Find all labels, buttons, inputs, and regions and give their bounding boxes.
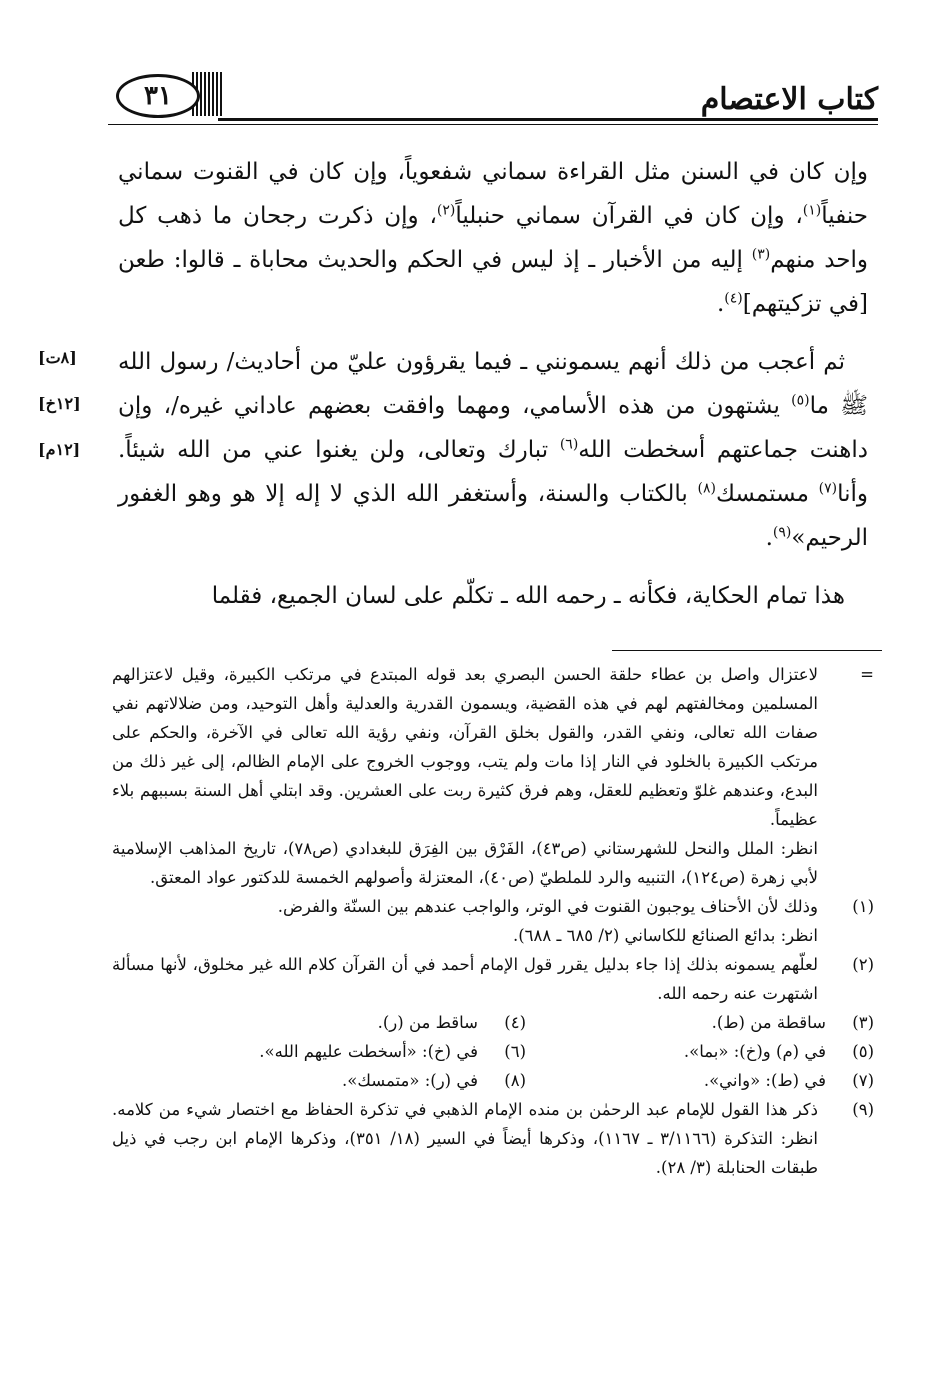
footnote-ref[interactable]: (٧) — [818, 480, 838, 497]
page-header — [108, 68, 878, 128]
header-rule — [218, 118, 878, 121]
footnote-row — [112, 1008, 874, 1037]
continuation-marker: = — [860, 665, 874, 684]
page-number: ٣١ — [116, 74, 200, 118]
footnote-ref[interactable]: (٢) — [436, 202, 456, 219]
margin-note: [١٢م] — [38, 440, 81, 459]
footnote-ref[interactable]: (٥) — [791, 392, 810, 409]
footnote-separator — [612, 650, 882, 651]
footnote-row — [112, 1066, 874, 1095]
footnote-5: (٥) في (م) و(خ): «بما». — [683, 1042, 874, 1061]
paragraph-3: هذا تمام الحكاية، فكأنه ـ رحمه الله ـ تكلّم على لسان الجميع، فقلما — [211, 583, 845, 609]
footnote-ref[interactable]: (٩) — [772, 524, 792, 541]
footnote-4: (٤) ساقط من (ر). — [377, 1013, 526, 1032]
header-rule-thin — [108, 124, 878, 125]
footnote-9: (٩) ذكر هذا القول للإمام عبد الرحمٰن بن منده الإمام الذهبي في تذكرة الحفاظ مع اختصار شيء من كلامه. انظر: التذكرة (٣/١١٦٦ ـ ١١٦٧)، وذكرها أيضاً في السير (١٨/ ٣٥١)، وذكرها الإمام ابن رجب في ذيل طبقات الحنابلة (٣/ ٢٨). — [112, 1100, 874, 1177]
footnote-8: (٨) في (ر): «متمسك». — [342, 1071, 526, 1090]
footnotes — [112, 660, 874, 1182]
footnote-continuation: = لاعتزال واصل بن عطاء حلقة الحسن البصري بعد قوله المبتدع في مرتكب الكبيرة، وقيل لاعتزالهم المسلمين ومخالفتهم لهم في هذه القضية، ويسمون القدرية والعدلية وأهل التوحيد، ومن ضلالاتهم نفي صفات الله تعالى، ونفي القدر، والقول بخلق القرآن، ونفي رؤية الله تعالى في الآخرة، والحكم على مرتكب الكبيرة بالخلود في النار إذا مات ولم يتب، ووجوب الخروج على الإمام الظالم، إلى غير ذلك من البدع، وعندهم غلوّ وتعظيم للعقل، وهم فرق كثيرة ربت على العشرين. وقد ابتلي أهل السنة بسببهم بلاء عظيماً. انظر: الملل والنحل للشهرستاني (ص٤٣)، الفَرْق بين الفِرَق للبغدادي (ص٧٨)، تاريخ المذاهب الإسلامية لأبي زهرة (ص١٢٤)، التنبيه والرد للملطيّ (ص٤٠)، المعتزلة وأصولهم الخمسة للدكتور عواد المعتق. — [112, 660, 874, 892]
footnote-1: (١) وذلك لأن الأحناف يوجبون القنوت في الوتر، والواجب عندهم بين السنّة والفرض. انظر: بدائع الصنائع للكاساني (٢/ ٦٨٥ ـ ٦٨٨). — [277, 897, 874, 945]
footnote-ref[interactable]: (٤) — [724, 290, 743, 307]
footnote-ref[interactable]: (٦) — [559, 436, 579, 453]
footnote-ref[interactable]: (١) — [802, 202, 822, 219]
margin-note: [١٢خ] — [38, 394, 81, 413]
footnote-2: (٢) لعلّهم يسمونه بذلك إذا جاء بدليل يقرر قول الإمام أحمد في أن القرآن كلام الله غير مخلوق، لأنها مسألة اشتهرت عنه رحمه الله. — [112, 955, 874, 1003]
footnote-7: (٧) في (ط): «واني». — [703, 1071, 874, 1090]
paragraph-1: وإن كان في السنن مثل القراءة سماني شفعوياً، وإن كان في القنوت سماني حنفياً$^{(١)}$، وإن كان في القرآن سماني حنبلياً$^{(٢)}$، وإن ذكرت رجحان ما ذهب كل واحد منهم$^{(٣)}$ إليه من الأخبار ـ إذ ليس في الحكم والحديث محاباة ـ قالوا: طعن [في تزكيتهم]$^{(٤)}$. — [118, 159, 868, 317]
footnote-3: (٣) ساقطة من (ط). — [711, 1013, 874, 1032]
margin-note: [٨ت] — [38, 348, 77, 367]
footnote-row — [112, 1037, 874, 1066]
footnote-ref[interactable]: (٣) — [751, 246, 771, 263]
footnote-6: (٦) في (خ): «أسخطت عليهم الله». — [259, 1042, 526, 1061]
book-title: كتاب الاعتصام — [700, 82, 878, 117]
paragraph-2: ثم أعجب من ذلك أنهم يسمونني ـ فيما يقرؤون عليّ من أحاديث/ رسول الله ﷺ ما$^{(٥)}$ يشتهون من هذه الأسامي، ومهما وافقت بعضهم عاداني غيره/، وإن داهنت جماعتهم أسخطت الله$^{(٦)}$ تبارك وتعالى، ولن يغنوا عني من الله شيئاً. وأنا$^{(٧)}$ مستمسك$^{(٨)}$ بالكتاب والسنة، وأستغفر الله الذي لا إله إلا هو وهو الغفور الرحيم»$^{(٩)}$. — [118, 349, 869, 551]
footnote-ref[interactable]: (٨) — [697, 480, 716, 497]
main-text — [118, 150, 868, 618]
